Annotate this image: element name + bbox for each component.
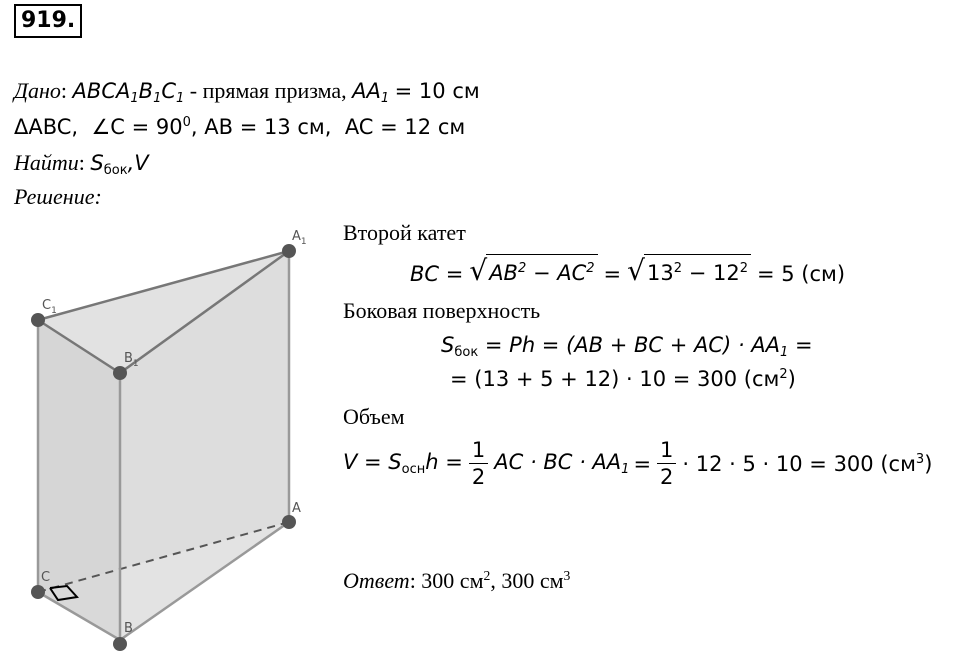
fraction-half: $\frac{1}{2}$ <box>469 437 488 490</box>
label-c1: $C_1$ <box>42 298 57 316</box>
find-label: Найти <box>14 150 79 175</box>
triangle: ΔABC, <box>14 115 79 139</box>
vertex-c1 <box>31 313 45 327</box>
bc-formula: BC = √ $AB^2 - AC^2$ = √ $13^2 - 12^2$ = 5 (см) <box>410 253 846 287</box>
given-aa: $AA_1$ <box>352 79 390 106</box>
step2-title: Боковая поверхность <box>343 298 541 323</box>
lateral-formula-line1: $S_{бок} = Ph = (AB$ + BC + $AC) \cdot AA_1$ = <box>441 333 813 360</box>
label-a1: $A_1$ <box>292 229 307 247</box>
label-a: A <box>292 501 301 516</box>
ab-length: , AB = 13 см, <box>190 115 332 139</box>
volume-formula: $V = S_{осн}h$ = $\frac{1}{2}$ AC · BC · $AA_1$ = $\frac{1}{2}$ · 12 · 5 · 10 = 300 $(см^3)$ <box>343 438 933 489</box>
fraction-half-2: $\frac{1}{2}$ <box>657 437 676 490</box>
vertex-c <box>31 585 45 599</box>
step3-title: Объем <box>343 404 405 429</box>
label-c: C <box>41 570 51 585</box>
answer-label: Ответ <box>343 568 410 594</box>
problem-number: 919. <box>14 4 82 38</box>
vertex-a <box>282 515 296 529</box>
answer-line <box>343 568 570 594</box>
angle-c: ∠C = $90^0$ <box>91 115 191 139</box>
given-text: - прямая призма, <box>189 78 347 103</box>
vertex-b1 <box>113 366 127 380</box>
given-line: Дано: $ABCA_1B_1C_1$ - прямая призма, $AA_1 = 10$ см <box>14 78 480 106</box>
given-label: Дано <box>14 78 61 103</box>
find-line: Найти: $S_{бок},V$ <box>14 150 149 178</box>
ac-length: AC = 12 см <box>344 115 466 139</box>
vertex-b <box>113 637 127 651</box>
sqrt-ab-ac: √ $AB^2 - AC^2$ <box>469 254 597 286</box>
label-b1: $B_1$ <box>124 351 139 369</box>
given-aa-value: = 10 см <box>394 79 480 103</box>
step1-title: Второй катет <box>343 220 466 245</box>
lateral-formula-line2: = (13 + 5 + 12) · 10 = 300 $(см^2)$ <box>450 367 796 391</box>
find-values: $S_{бок},V$ <box>90 151 149 178</box>
given-prism: $ABCA_1B_1C_1$ <box>72 79 185 106</box>
answer-values: : 300 $см^2$, 300 $см^3$ <box>409 568 571 594</box>
label-b: B <box>124 621 133 636</box>
sqrt-numbers: √ $13^2 - 12^2$ <box>627 254 751 286</box>
vertex-a1 <box>282 244 296 258</box>
solution-label: Решение: <box>14 184 102 209</box>
